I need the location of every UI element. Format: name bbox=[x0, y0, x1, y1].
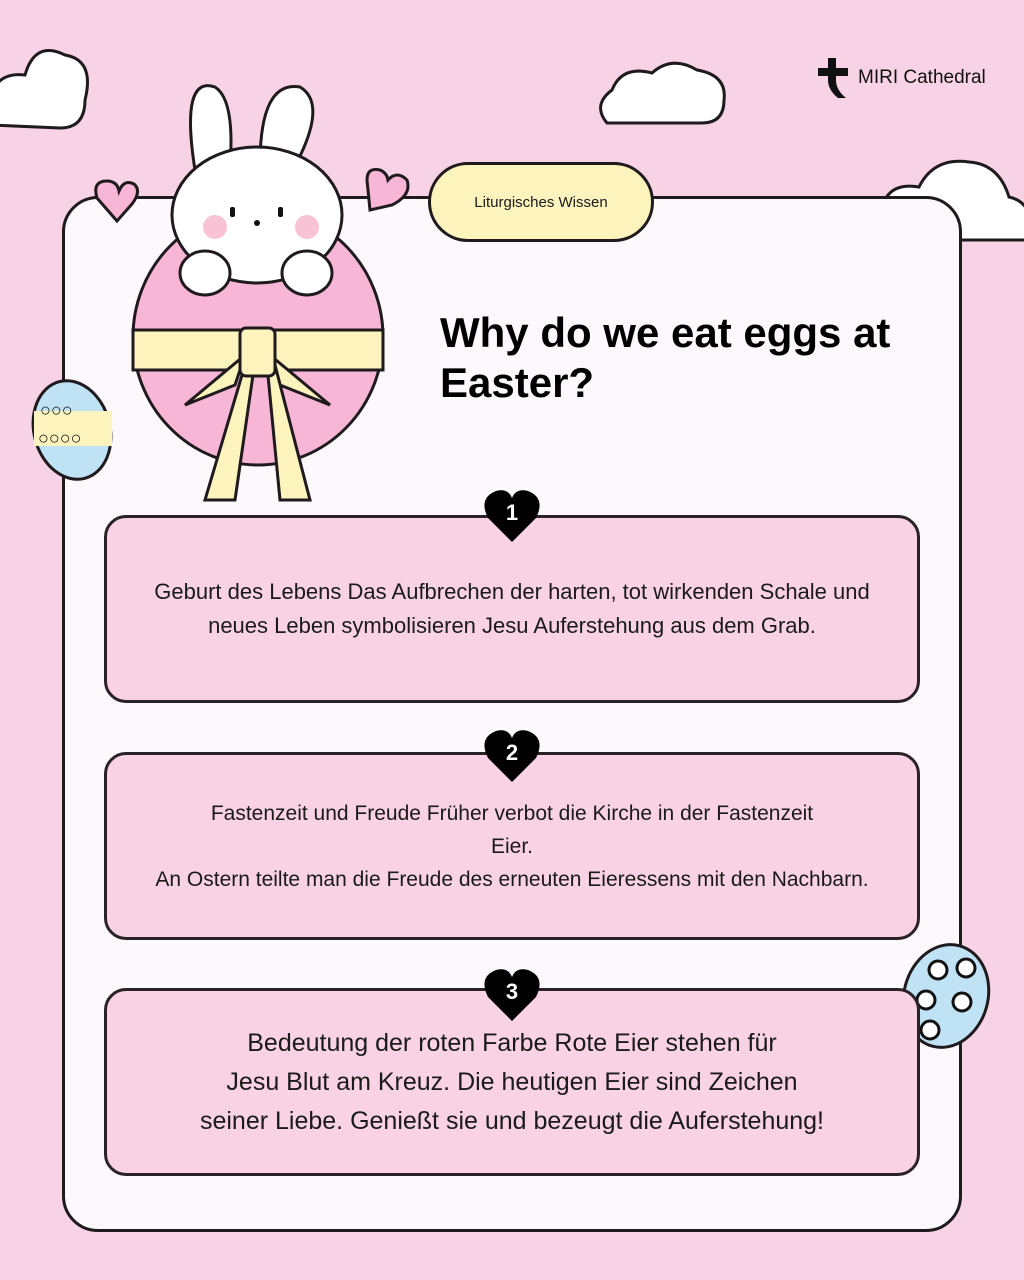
svg-text:○○○○: ○○○○ bbox=[38, 428, 82, 448]
number-heart-badge: 2 bbox=[482, 728, 542, 784]
cross-icon bbox=[818, 58, 850, 98]
fact-text: Geburt des Lebens Das Aufbrechen der harten, tot wirkenden Schale und neues Leben symbolisieren Jesu Auferstehung aus dem Grab. bbox=[154, 579, 870, 638]
bunny-egg-illustration bbox=[85, 75, 415, 505]
brand-logo bbox=[818, 58, 986, 98]
cloud-icon bbox=[592, 55, 732, 127]
category-tag: Liturgisches Wissen bbox=[428, 162, 654, 242]
page-title: Why do we eat eggs at Easter? bbox=[440, 309, 891, 406]
heart-decoration-icon bbox=[92, 176, 142, 226]
heart-decoration-icon bbox=[362, 165, 414, 215]
fact-text: Fastenzeit und Freude Früher verbot die Kirche in der Fastenzeit Eier. An Ostern teilte man die Freude des erneuten Eieressens mit den Nachbarn. bbox=[155, 801, 869, 891]
number-heart-badge: 3 bbox=[482, 967, 542, 1023]
brand-name: MIRI Cathedral bbox=[858, 67, 986, 88]
number-heart-badge: 1 bbox=[482, 488, 542, 544]
svg-text:○○○: ○○○ bbox=[40, 400, 73, 420]
fact-text: Bedeutung der roten Farbe Rote Eier stehen für Jesu Blut am Kreuz. Die heutigen Eier sind Zeichen seiner Liebe. Genießt sie und bezeugt die Auferstehung! bbox=[199, 1028, 825, 1135]
easter-egg-icon bbox=[28, 376, 118, 484]
